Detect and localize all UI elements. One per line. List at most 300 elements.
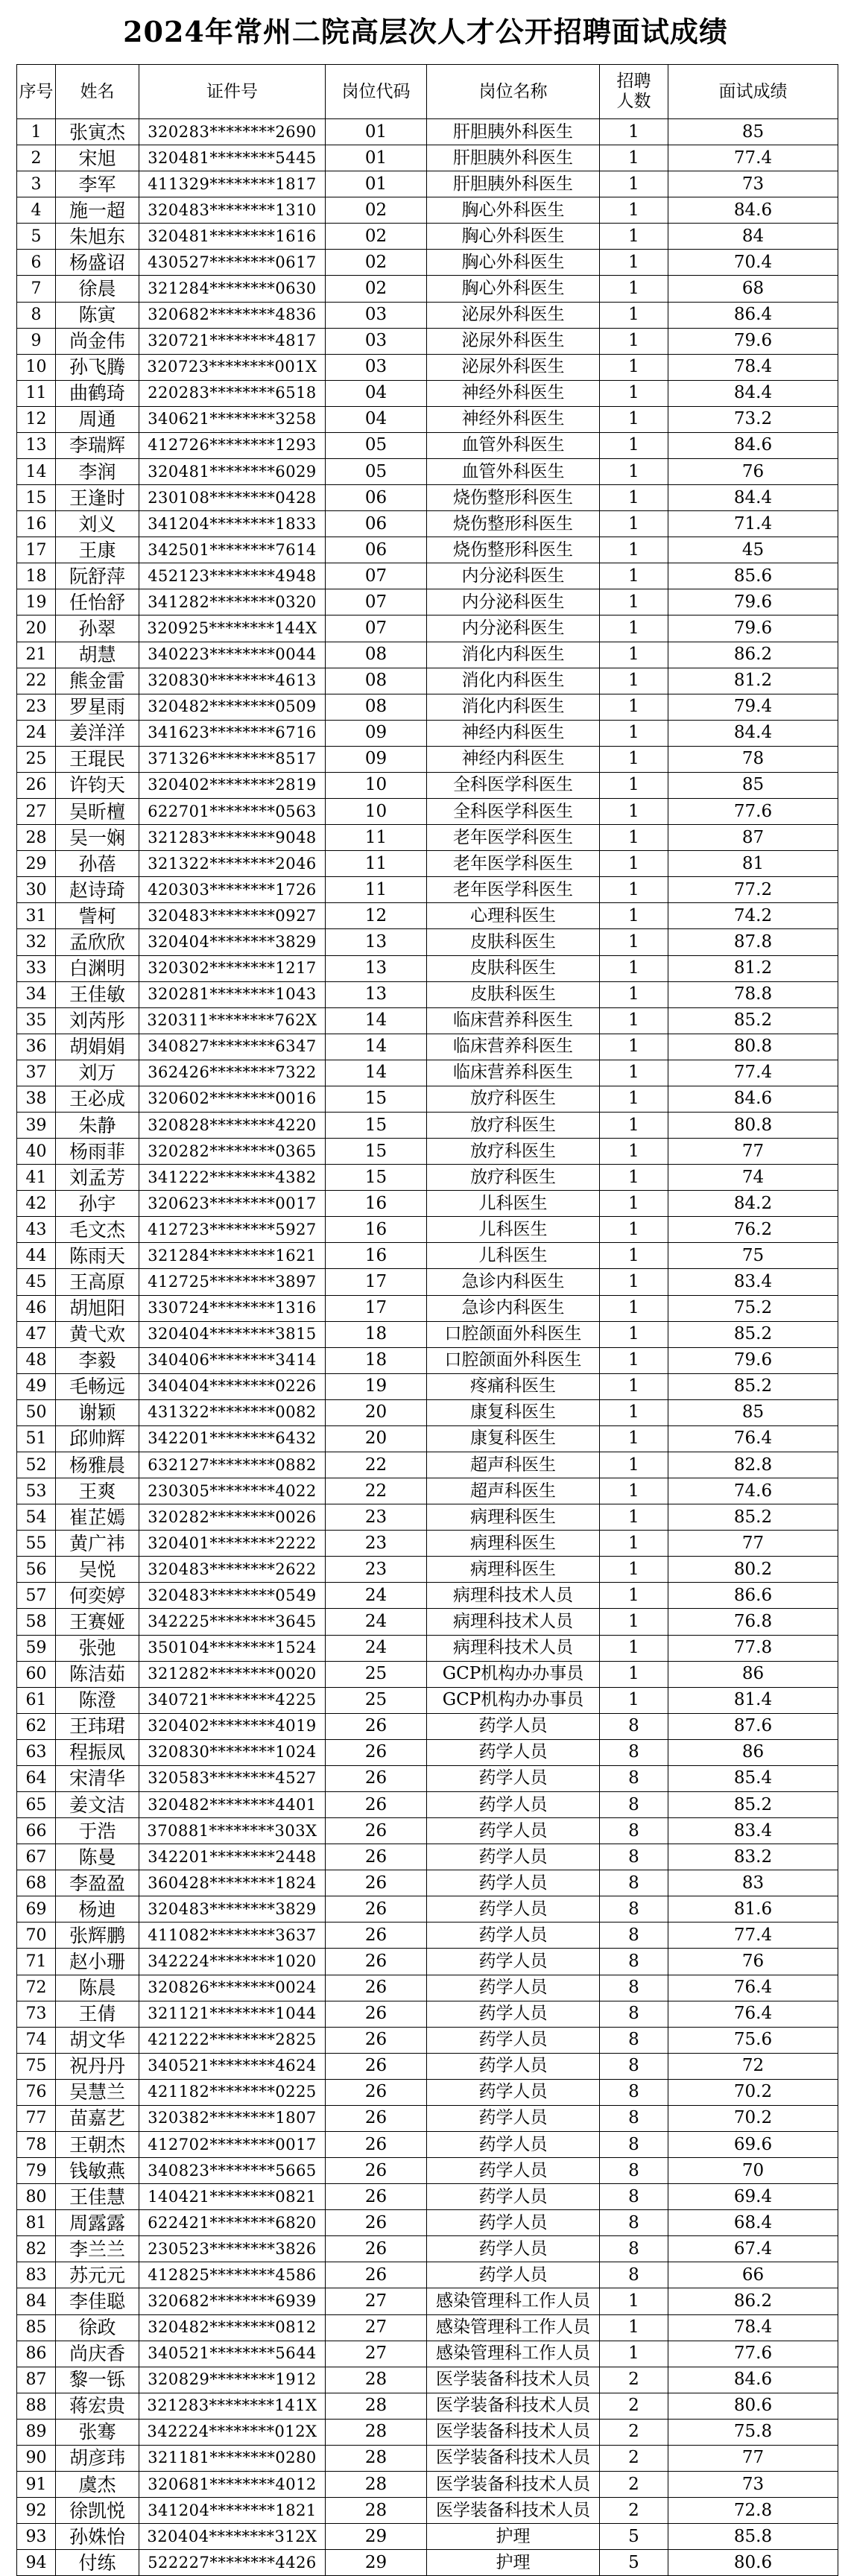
cell-position: 儿科医生 — [427, 1243, 600, 1269]
cell-score: 69.4 — [668, 2184, 838, 2210]
cell-id: 412726********1293 — [139, 432, 326, 458]
cell-seq: 16 — [17, 511, 56, 537]
cell-seq: 19 — [17, 589, 56, 615]
cell-code: 06 — [326, 537, 427, 563]
cell-id: 632127********0882 — [139, 1452, 326, 1478]
cell-code: 26 — [326, 2132, 427, 2158]
cell-name: 王爽 — [56, 1478, 139, 1504]
cell-score: 79.6 — [668, 615, 838, 642]
cell-code: 15 — [326, 1112, 427, 1138]
cell-id: 321322********2046 — [139, 851, 326, 877]
cell-score: 81.4 — [668, 1687, 838, 1713]
cell-score: 81.2 — [668, 668, 838, 694]
cell-id: 321283********141X — [139, 2393, 326, 2419]
cell-position: 烧伤整形科医生 — [427, 511, 600, 537]
cell-code: 26 — [326, 1713, 427, 1739]
cell-seq: 72 — [17, 1975, 56, 2001]
cell-id: 321282********0020 — [139, 1661, 326, 1687]
table-row — [17, 2079, 838, 2105]
cell-position: 药学人员 — [427, 2262, 600, 2288]
cell-position: 皮肤科医生 — [427, 981, 600, 1007]
cell-id: 360428********1824 — [139, 1870, 326, 1896]
cell-name: 许钧天 — [56, 772, 139, 798]
cell-name: 钱敏燕 — [56, 2158, 139, 2184]
cell-name: 吴昕檀 — [56, 799, 139, 825]
cell-code: 24 — [326, 1609, 427, 1635]
cell-name: 王高原 — [56, 1269, 139, 1295]
cell-name: 王朝杰 — [56, 2132, 139, 2158]
table-row — [17, 903, 838, 929]
cell-name: 姜洋洋 — [56, 720, 139, 746]
cell-quota: 8 — [600, 2158, 668, 2184]
cell-code: 05 — [326, 459, 427, 485]
cell-position: 医学装备科技术人员 — [427, 2445, 600, 2471]
cell-position: 放疗科医生 — [427, 1086, 600, 1112]
cell-seq: 79 — [17, 2158, 56, 2184]
cell-quota: 1 — [600, 380, 668, 406]
table-row — [17, 1609, 838, 1635]
cell-seq: 13 — [17, 432, 56, 458]
cell-id: 320483********3829 — [139, 1896, 326, 1922]
cell-position: 泌尿外科医生 — [427, 302, 600, 328]
cell-seq: 73 — [17, 2001, 56, 2027]
cell-id: 230305********4022 — [139, 1478, 326, 1504]
table-row — [17, 694, 838, 720]
cell-seq: 40 — [17, 1139, 56, 1165]
cell-quota: 1 — [600, 955, 668, 981]
cell-id: 320829********1912 — [139, 2367, 326, 2393]
cell-seq: 54 — [17, 1504, 56, 1531]
cell-seq: 52 — [17, 1452, 56, 1478]
cell-code: 14 — [326, 1060, 427, 1086]
cell-seq: 22 — [17, 668, 56, 694]
cell-position: 内分泌科医生 — [427, 615, 600, 642]
cell-position: 感染管理科工作人员 — [427, 2341, 600, 2367]
table-row — [17, 1583, 838, 1609]
cell-score: 86.4 — [668, 302, 838, 328]
cell-id: 522227********4426 — [139, 2550, 326, 2576]
cell-code: 26 — [326, 2027, 427, 2053]
table-row — [17, 2053, 838, 2079]
cell-id: 342201********2448 — [139, 1844, 326, 1870]
cell-code: 18 — [326, 1347, 427, 1373]
cell-position: 药学人员 — [427, 1792, 600, 1818]
table-row — [17, 197, 838, 224]
cell-quota: 1 — [600, 851, 668, 877]
cell-seq: 65 — [17, 1792, 56, 1818]
cell-score: 76.2 — [668, 1217, 838, 1243]
cell-score: 85 — [668, 772, 838, 798]
cell-score: 81 — [668, 851, 838, 877]
cell-id: 320402********4019 — [139, 1713, 326, 1739]
cell-code: 06 — [326, 485, 427, 511]
table-row — [17, 2341, 838, 2367]
cell-score: 74.6 — [668, 1478, 838, 1504]
cell-name: 黎一铄 — [56, 2367, 139, 2393]
cell-seq: 49 — [17, 1373, 56, 1399]
cell-name: 孙蓓 — [56, 851, 139, 877]
cell-id: 411329********1817 — [139, 171, 326, 197]
cell-position: 神经内科医生 — [427, 720, 600, 746]
cell-name: 杨盛诏 — [56, 250, 139, 276]
table-row — [17, 432, 838, 458]
cell-code: 02 — [326, 250, 427, 276]
cell-id: 362426********7322 — [139, 1060, 326, 1086]
cell-code: 25 — [326, 1687, 427, 1713]
cell-quota: 1 — [600, 746, 668, 772]
cell-code: 06 — [326, 511, 427, 537]
cell-quota: 8 — [600, 2236, 668, 2262]
table-row — [17, 1060, 838, 1086]
cell-id: 370881********303X — [139, 1818, 326, 1844]
cell-code: 03 — [326, 328, 427, 354]
table-row — [17, 2236, 838, 2262]
cell-score: 71.4 — [668, 511, 838, 537]
cell-seq: 53 — [17, 1478, 56, 1504]
cell-id: 622701********0563 — [139, 799, 326, 825]
cell-position: 药学人员 — [427, 1975, 600, 2001]
cell-quota: 2 — [600, 2393, 668, 2419]
cell-code: 15 — [326, 1139, 427, 1165]
cell-position: 康复科医生 — [427, 1425, 600, 1452]
cell-seq: 18 — [17, 563, 56, 589]
cell-id: 320830********4613 — [139, 668, 326, 694]
cell-quota: 2 — [600, 2498, 668, 2524]
cell-quota: 1 — [600, 903, 668, 929]
cell-position: 药学人员 — [427, 1713, 600, 1739]
cell-position: 药学人员 — [427, 2158, 600, 2184]
cell-id: 321121********1044 — [139, 2001, 326, 2027]
cell-name: 朱静 — [56, 1112, 139, 1138]
table-row — [17, 1949, 838, 1975]
cell-name: 孙翠 — [56, 615, 139, 642]
cell-id: 230523********3826 — [139, 2236, 326, 2262]
cell-name: 刘孟芳 — [56, 1165, 139, 1191]
cell-position: 药学人员 — [427, 2053, 600, 2079]
cell-score: 80.8 — [668, 1034, 838, 1060]
cell-quota: 8 — [600, 1713, 668, 1739]
cell-quota: 1 — [600, 1060, 668, 1086]
cell-id: 421182********0225 — [139, 2079, 326, 2105]
cell-score: 77.8 — [668, 1635, 838, 1661]
cell-quota: 1 — [600, 929, 668, 955]
cell-quota: 1 — [600, 642, 668, 668]
table-row — [17, 2393, 838, 2419]
cell-code: 28 — [326, 2445, 427, 2471]
cell-code: 17 — [326, 1269, 427, 1295]
table-row — [17, 485, 838, 511]
cell-code: 28 — [326, 2472, 427, 2498]
cell-code: 10 — [326, 772, 427, 798]
cell-name: 李毅 — [56, 1347, 139, 1373]
cell-seq: 81 — [17, 2210, 56, 2236]
cell-name: 苗嘉艺 — [56, 2105, 139, 2131]
cell-id: 342501********7614 — [139, 537, 326, 563]
cell-quota: 1 — [600, 615, 668, 642]
cell-position: 消化内科医生 — [427, 668, 600, 694]
cell-score: 85.6 — [668, 563, 838, 589]
cell-seq: 30 — [17, 877, 56, 903]
table-row — [17, 459, 838, 485]
cell-seq: 83 — [17, 2262, 56, 2288]
cell-id: 340823********5665 — [139, 2158, 326, 2184]
cell-position: 药学人员 — [427, 1844, 600, 1870]
cell-quota: 1 — [600, 171, 668, 197]
cell-quota: 1 — [600, 772, 668, 798]
cell-id: 140421********0821 — [139, 2184, 326, 2210]
cell-name: 宋清华 — [56, 1765, 139, 1791]
cell-id: 340223********0044 — [139, 642, 326, 668]
cell-quota: 1 — [600, 459, 668, 485]
cell-position: 胸心外科医生 — [427, 224, 600, 250]
cell-id: 320282********0026 — [139, 1504, 326, 1531]
cell-seq: 12 — [17, 406, 56, 432]
cell-id: 320404********312X — [139, 2524, 326, 2550]
cell-position: 口腔颌面外科医生 — [427, 1347, 600, 1373]
cell-position: 放疗科医生 — [427, 1165, 600, 1191]
cell-score: 84 — [668, 224, 838, 250]
cell-id: 371326********8517 — [139, 746, 326, 772]
cell-id: 320311********762X — [139, 1007, 326, 1034]
table-row — [17, 2262, 838, 2288]
table-row — [17, 511, 838, 537]
table-row — [17, 250, 838, 276]
cell-seq: 25 — [17, 746, 56, 772]
cell-position: 药学人员 — [427, 2027, 600, 2053]
cell-score: 84.4 — [668, 485, 838, 511]
cell-score: 78.4 — [668, 2314, 838, 2341]
cell-quota: 2 — [600, 2419, 668, 2445]
cell-code: 01 — [326, 119, 427, 145]
cell-quota: 8 — [600, 1818, 668, 1844]
cell-code: 27 — [326, 2341, 427, 2367]
cell-code: 26 — [326, 1949, 427, 1975]
cell-quota: 1 — [600, 1583, 668, 1609]
cell-quota: 1 — [600, 224, 668, 250]
cell-id: 341222********4382 — [139, 1165, 326, 1191]
cell-code: 26 — [326, 2262, 427, 2288]
cell-position: 全科医学科医生 — [427, 799, 600, 825]
cell-seq: 84 — [17, 2288, 56, 2314]
table-row — [17, 772, 838, 798]
cell-position: 医学装备科技术人员 — [427, 2498, 600, 2524]
cell-score: 85.2 — [668, 1504, 838, 1531]
cell-id: 321284********1621 — [139, 1243, 326, 1269]
cell-position: 药学人员 — [427, 1922, 600, 1949]
cell-score: 81.6 — [668, 1896, 838, 1922]
cell-id: 320482********4401 — [139, 1792, 326, 1818]
cell-code: 26 — [326, 2001, 427, 2027]
cell-code: 03 — [326, 354, 427, 380]
cell-seq: 20 — [17, 615, 56, 642]
cell-seq: 77 — [17, 2105, 56, 2131]
table-row — [17, 406, 838, 432]
cell-score: 81.2 — [668, 955, 838, 981]
cell-seq: 71 — [17, 1949, 56, 1975]
cell-score: 79.4 — [668, 694, 838, 720]
cell-code: 02 — [326, 276, 427, 302]
cell-id: 420303********1726 — [139, 877, 326, 903]
cell-id: 342224********012X — [139, 2419, 326, 2445]
cell-name: 于浩 — [56, 1818, 139, 1844]
cell-seq: 74 — [17, 2027, 56, 2053]
cell-position: 药学人员 — [427, 1949, 600, 1975]
cell-name: 黄广祎 — [56, 1531, 139, 1557]
cell-id: 350104********1524 — [139, 1635, 326, 1661]
cell-seq: 38 — [17, 1086, 56, 1112]
cell-code: 25 — [326, 1661, 427, 1687]
cell-quota: 1 — [600, 1531, 668, 1557]
cell-code: 13 — [326, 955, 427, 981]
cell-quota: 8 — [600, 1949, 668, 1975]
cell-seq: 27 — [17, 799, 56, 825]
cell-name: 黄弋欢 — [56, 1321, 139, 1347]
cell-code: 26 — [326, 2158, 427, 2184]
cell-name: 胡娟娟 — [56, 1034, 139, 1060]
cell-code: 28 — [326, 2367, 427, 2393]
cell-id: 220283********6518 — [139, 380, 326, 406]
cell-name: 邱帅辉 — [56, 1425, 139, 1452]
cell-id: 230108********0428 — [139, 485, 326, 511]
table-row — [17, 642, 838, 668]
cell-quota: 1 — [600, 1661, 668, 1687]
cell-seq: 39 — [17, 1112, 56, 1138]
table-row — [17, 1818, 838, 1844]
cell-position: 烧伤整形科医生 — [427, 485, 600, 511]
cell-score: 85.2 — [668, 1007, 838, 1034]
cell-position: 药学人员 — [427, 2132, 600, 2158]
col-header-code: 岗位代码 — [326, 65, 427, 119]
cell-quota: 1 — [600, 1007, 668, 1034]
cell-name: 曲鹤琦 — [56, 380, 139, 406]
cell-quota: 1 — [600, 1321, 668, 1347]
cell-quota: 8 — [600, 2027, 668, 2053]
cell-score: 72 — [668, 2053, 838, 2079]
cell-score: 78 — [668, 746, 838, 772]
cell-quota: 8 — [600, 1870, 668, 1896]
cell-seq: 87 — [17, 2367, 56, 2393]
cell-id: 412725********3897 — [139, 1269, 326, 1295]
cell-id: 320828********4220 — [139, 1112, 326, 1138]
table-row — [17, 1399, 838, 1425]
cell-quota: 8 — [600, 1844, 668, 1870]
cell-name: 李兰兰 — [56, 2236, 139, 2262]
cell-seq: 42 — [17, 1191, 56, 1217]
cell-name: 程振凤 — [56, 1739, 139, 1765]
cell-quota: 1 — [600, 2288, 668, 2314]
cell-id: 320483********0549 — [139, 1583, 326, 1609]
cell-quota: 8 — [600, 1922, 668, 1949]
cell-quota: 1 — [600, 537, 668, 563]
cell-code: 05 — [326, 432, 427, 458]
cell-seq: 68 — [17, 1870, 56, 1896]
cell-quota: 8 — [600, 2079, 668, 2105]
cell-seq: 34 — [17, 981, 56, 1007]
table-row — [17, 1007, 838, 1034]
cell-seq: 21 — [17, 642, 56, 668]
cell-id: 340621********3258 — [139, 406, 326, 432]
cell-quota: 1 — [600, 1687, 668, 1713]
cell-score: 76 — [668, 459, 838, 485]
cell-score: 84.4 — [668, 720, 838, 746]
cell-code: 08 — [326, 642, 427, 668]
cell-seq: 23 — [17, 694, 56, 720]
cell-id: 320404********3815 — [139, 1321, 326, 1347]
cell-name: 阮舒萍 — [56, 563, 139, 589]
cell-position: 医学装备科技术人员 — [427, 2419, 600, 2445]
cell-name: 虞杰 — [56, 2472, 139, 2498]
cell-seq: 11 — [17, 380, 56, 406]
cell-id: 321284********0630 — [139, 276, 326, 302]
table-row — [17, 171, 838, 197]
cell-seq: 43 — [17, 1217, 56, 1243]
cell-seq: 44 — [17, 1243, 56, 1269]
cell-id: 320481********6029 — [139, 459, 326, 485]
cell-quota: 1 — [600, 2341, 668, 2367]
cell-code: 26 — [326, 2210, 427, 2236]
cell-position: 超声科医生 — [427, 1478, 600, 1504]
cell-code: 22 — [326, 1478, 427, 1504]
cell-code: 29 — [326, 2550, 427, 2576]
table-row — [17, 1870, 838, 1896]
cell-id: 340721********4225 — [139, 1687, 326, 1713]
cell-quota: 1 — [600, 1635, 668, 1661]
cell-id: 320481********1616 — [139, 224, 326, 250]
cell-position: 急诊内科医生 — [427, 1269, 600, 1295]
cell-seq: 26 — [17, 772, 56, 798]
cell-seq: 31 — [17, 903, 56, 929]
table-row — [17, 1217, 838, 1243]
cell-id: 431322********0082 — [139, 1399, 326, 1425]
cell-quota: 1 — [600, 406, 668, 432]
cell-name: 王玮珺 — [56, 1713, 139, 1739]
cell-seq: 37 — [17, 1060, 56, 1086]
cell-score: 86.2 — [668, 2288, 838, 2314]
cell-score: 66 — [668, 2262, 838, 2288]
cell-position: 病理科医生 — [427, 1531, 600, 1557]
cell-position: 护理 — [427, 2550, 600, 2576]
cell-position: 消化内科医生 — [427, 642, 600, 668]
cell-score: 77.6 — [668, 799, 838, 825]
table-row — [17, 1478, 838, 1504]
cell-id: 320482********0509 — [139, 694, 326, 720]
cell-score: 79.6 — [668, 589, 838, 615]
cell-score: 78.4 — [668, 354, 838, 380]
cell-name: 李佳聪 — [56, 2288, 139, 2314]
cell-quota: 8 — [600, 1896, 668, 1922]
cell-quota: 8 — [600, 1739, 668, 1765]
cell-score: 45 — [668, 537, 838, 563]
cell-seq: 92 — [17, 2498, 56, 2524]
cell-name: 何奕婷 — [56, 1583, 139, 1609]
cell-name: 谢颖 — [56, 1399, 139, 1425]
cell-score: 77.4 — [668, 145, 838, 171]
table-row — [17, 1635, 838, 1661]
cell-id: 321181********0280 — [139, 2445, 326, 2471]
cell-quota: 8 — [600, 2262, 668, 2288]
cell-name: 施一超 — [56, 197, 139, 224]
cell-code: 26 — [326, 2236, 427, 2262]
cell-seq: 76 — [17, 2079, 56, 2105]
cell-position: 胸心外科医生 — [427, 250, 600, 276]
cell-name: 周通 — [56, 406, 139, 432]
cell-score: 73 — [668, 171, 838, 197]
cell-name: 王赛娅 — [56, 1609, 139, 1635]
cell-position: 疼痛科医生 — [427, 1373, 600, 1399]
table-row — [17, 1165, 838, 1191]
cell-seq: 56 — [17, 1557, 56, 1583]
cell-name: 孟欣欣 — [56, 929, 139, 955]
